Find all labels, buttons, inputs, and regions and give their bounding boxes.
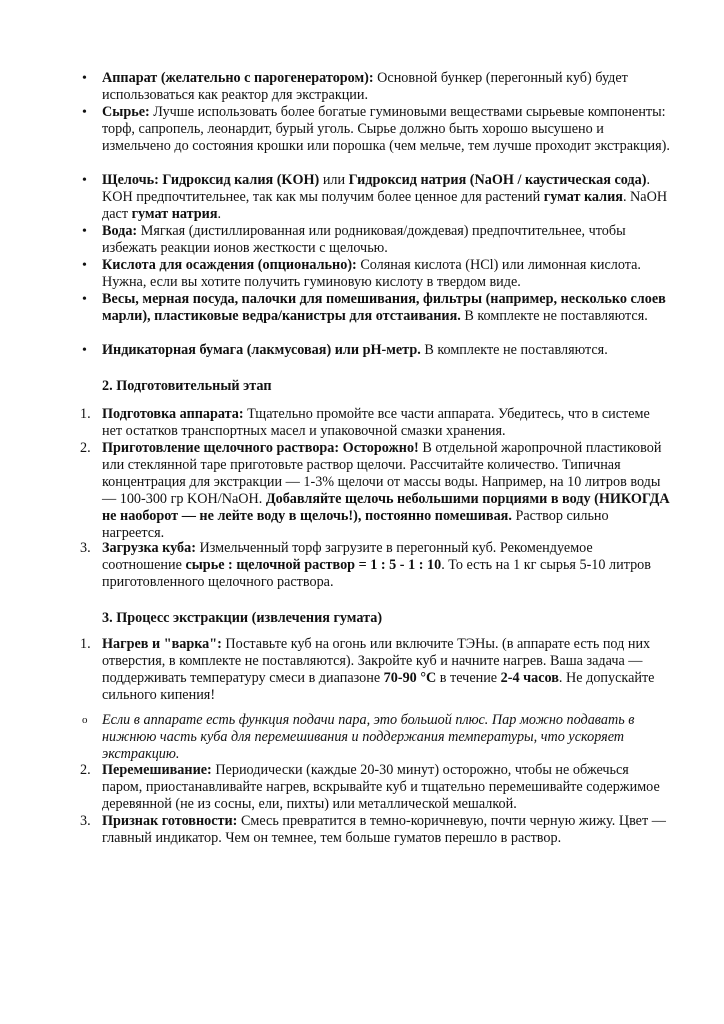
materials-item-indicator: Индикаторная бумага (лакмусовая) или pH-метр. В комплекте не поставляются. xyxy=(102,342,608,358)
list-number: 1. xyxy=(80,636,91,652)
bullet-marker: • xyxy=(82,224,87,239)
bullet-marker: • xyxy=(82,292,87,307)
prep-item-apparatus: Подготовка аппарата: Тщательно промойте все части аппарата. Убедитесь, что в системе нет остатков транспортных масел и упаковочной смазки хранения. xyxy=(102,406,650,439)
section-heading-preparation: 2. Подготовительный этап xyxy=(102,378,272,394)
materials-item-raw: Сырье: Лучше использовать более богатые гуминовыми веществами сырьевые компоненты: торф, сапропель, леонардит, бурый уголь. Сырье должно быть хорошо высушено и измельчено до состояния крошки или порошка (чем мельче, тем лучше проходит экстракция). xyxy=(102,104,670,154)
list-number: 2. xyxy=(80,762,91,778)
materials-item-apparatus: Аппарат (желательно с парогенератором): Основной бункер (перегонный куб) будет использоваться как реактор для экстракции. xyxy=(102,70,628,103)
list-number: 1. xyxy=(80,406,91,422)
bullet-marker: • xyxy=(82,258,87,273)
materials-item-alkali: Щелочь: Гидроксид калия (KOH) или Гидроксид натрия (NaOH / каустическая сода). KOH предпочтительнее, так как мы получим более ценное для растений гумат калия. NaOH даст гумат натрия. xyxy=(102,172,668,222)
materials-item-acid: Кислота для осаждения (опционально): Соляная кислота (HCl) или лимонная кислота. Нужна, если вы хотите получить гуминовую кислоту в твердом виде. xyxy=(102,257,641,290)
extraction-item-readiness: Признак готовности: Смесь превратится в темно-коричневую, почти черную жижу. Цвет — главный индикатор. Чем он темнее, тем больше гуматов перешло в раствор. xyxy=(102,813,666,846)
extraction-item-stirring: Перемешивание: Периодически (каждые 20-30 минут) осторожно, чтобы не обжечься паром, приостанавливайте нагрев, вскрывайте куб и тщательно перемешивайте содержимое деревянной (не из сосны, ели, пихты) или металлической мешалкой. xyxy=(102,762,660,812)
extraction-item-heating: Нагрев и "варка": Поставьте куб на огонь или включите ТЭНы. (в аппарате есть под них отверстия, в комплекте не поставляются). Закройте куб и начните нагрев. Ваша задача — поддерживать температуру смеси в диапазоне 70-90 °C в течение 2-4 часов. Не допускайте сильного кипения! xyxy=(102,636,655,703)
list-number: 2. xyxy=(80,440,91,456)
prep-item-solution: Приготовление щелочного раствора: Осторожно! В отдельной жаропрочной пластиковой или стеклянной таре приготовьте раствор щелочи. Рассчитайте количество. Типичная концентрация для экстракции — 1-3% щелочи от массы воды. Например, на 10 литров воды — 100-300 гр KOH/NaOH. Добавляйте щелочь небольшими порциями в воду (НИКОГДА не наоборот — не лейте воду в щелочь!), постоянно помешивая. Раствор сильно нагреется. xyxy=(102,440,670,541)
bullet-marker: • xyxy=(82,173,87,188)
prep-item-loading: Загрузка куба: Измельченный торф загрузите в перегонный куб. Рекомендуемое соотношение сырье : щелочной раствор = 1 : 5 - 1 : 10. То есть на 1 кг сырья 5-10 литров приготовленного щелочного раствора. xyxy=(102,540,651,590)
bullet-marker: • xyxy=(82,71,87,86)
section-heading-extraction: 3. Процесс экстракции (извлечения гумата) xyxy=(102,610,383,626)
materials-item-water: Вода: Мягкая (дистиллированная или родниковая/дождевая) предпочтительнее, чтобы избежать реакции ионов жесткости с щелочью. xyxy=(102,223,626,256)
extraction-note-steam: Если в аппарате есть функция подачи пара, это большой плюс. Пар можно подавать в нижнюю часть куба для перемешивания и поддержания температуры, что ускоряет экстракцию. xyxy=(102,712,635,762)
circle-marker: o xyxy=(82,714,88,726)
materials-item-tools: Весы, мерная посуда, палочки для помешивания, фильтры (например, несколько слоев марли), пластиковые ведра/канистры для отстаивания. В комплекте не поставляются. xyxy=(102,291,666,324)
bullet-marker: • xyxy=(82,105,87,120)
bullet-marker: • xyxy=(82,343,87,358)
list-number: 3. xyxy=(80,813,91,829)
list-number: 3. xyxy=(80,540,91,556)
